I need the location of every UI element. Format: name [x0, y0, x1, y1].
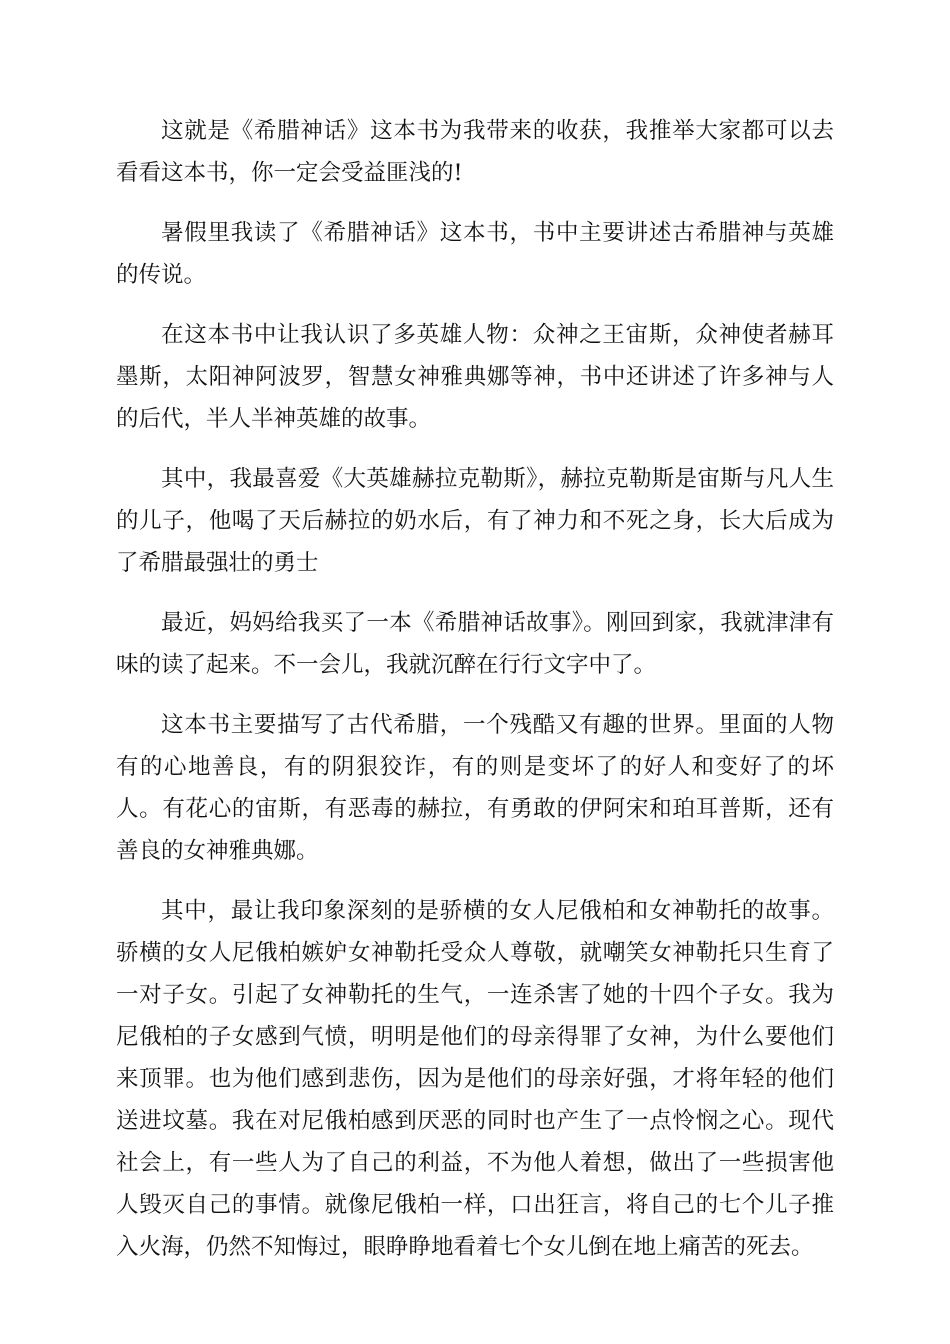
paragraph-2: 暑假里我读了《希腊神话》这本书，书中主要讲述古希腊神与英雄的传说。 — [116, 220, 834, 288]
paragraph-5: 最近，妈妈给我买了一本《希腊神话故事》。刚回到家，我就津津有味的读了起来。不一会儿，我就沉醉在行行文字中了。 — [116, 610, 834, 678]
paragraph-3: 在这本书中让我认识了多英雄人物：众神之王宙斯，众神使者赫耳墨斯，太阳神阿波罗，智慧女神雅典娜等神，书中还讲述了许多神与人的后代，半人半神英雄的故事。 — [116, 322, 834, 432]
document-body — [116, 110, 834, 1286]
paragraph-6: 这本书主要描写了古代希腊，一个残酷又有趣的世界。里面的人物有的心地善良，有的阴狠狡诈，有的则是变坏了的好人和变好了的坏人。有花心的宙斯，有恶毒的赫拉，有勇敢的伊阿宋和珀耳普斯，还有善良的女神雅典娜。 — [116, 712, 834, 864]
paragraph-7: 其中，最让我印象深刻的是骄横的女人尼俄柏和女神勒托的故事。骄横的女人尼俄柏嫉妒女神勒托受众人尊敬，就嘲笑女神勒托只生育了一对子女。引起了女神勒托的生气，一连杀害了她的十四个子女。我为尼俄柏的子女感到气愤，明明是他们的母亲得罪了女神，为什么要他们来顶罪。也为他们感到悲伤，因为是他们的母亲好强，才将年轻的他们送进坟墓。我在对尼俄柏感到厌恶的同时也产生了一点怜悯之心。现代社会上，有一些人为了自己的利益，不为他人着想，做出了一些损害他人毁灭自己的事情。就像尼俄柏一样，口出狂言，将自己的七个儿子推入火海，仍然不知悔过，眼睁睁地看着七个女儿倒在地上痛苦的死去。 — [116, 898, 834, 1260]
paragraph-1: 这就是《希腊神话》这本书为我带来的收获，我推举大家都可以去看看这本书，你一定会受益匪浅的! — [116, 118, 834, 186]
paragraph-4: 其中，我最喜爱《大英雄赫拉克勒斯》，赫拉克勒斯是宙斯与凡人生的儿子，他喝了天后赫拉的奶水后，有了神力和不死之身，长大后成为了希腊最强壮的勇士 — [116, 466, 834, 576]
